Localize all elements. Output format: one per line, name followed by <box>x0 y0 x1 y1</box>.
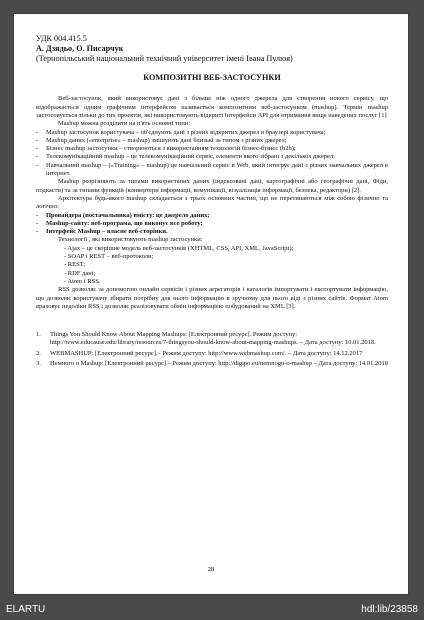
list-item-text: Mashup застосунок користувача – об'єднують дані з різних відкритих джерел в браузері користувача; <box>46 128 326 136</box>
list-item <box>36 129 388 137</box>
bullet-dash: - <box>36 219 39 227</box>
reference-item <box>36 331 388 348</box>
bullet-dash: - <box>36 211 39 219</box>
list-item: - Ajax – це скорішне модель веб-застосунків (XHTML, CSS, API, XML, JavaScript); <box>64 244 294 252</box>
list-item <box>36 162 388 179</box>
list-item <box>36 145 388 153</box>
bullet-dash: - <box>36 228 39 236</box>
technologies-intro: Технології , які використовують mashup застосунки: <box>58 236 203 244</box>
data-types-paragraph: Mashup розрізняють за типами використаних даних (індексовані дані, картографічні або географічні дані, Фіди, подкасти) та за типами функцій (конвертери інформації, комунікації, візуалізація інформації, безпека, редактори) [2]. <box>36 178 388 194</box>
list-item: - Atom і RSS. <box>64 277 101 285</box>
list-item-text: Інтерфейс Mashup – власне веб-сторінки. <box>46 228 168 236</box>
architecture-paragraph: Архітектура будь-якого mashup складається з трьох основних частин, що не перетинаються між собою фізично та логічно: <box>36 194 388 211</box>
references-list <box>36 331 388 368</box>
reference-number: 2. <box>36 349 41 357</box>
bullet-dash: - <box>36 136 39 144</box>
list-item: - SOAP і REST – веб-протоколи; <box>64 253 154 261</box>
page-number: 28 <box>207 566 215 573</box>
affiliation: (Тернопільський національний технічний університет імені Івана Пулюя) <box>36 53 293 63</box>
list-item <box>36 212 388 220</box>
list-item <box>36 153 388 161</box>
list-item <box>36 137 388 145</box>
intro-paragraph: Веб-застосунок, який використовує дані з більше ніж одного джерела для створення нового сервісу, що відображається одним графічним інтерфейсом називається композитним веб-застосунком (mashup). Термін mashup застосовується тільки до тих проектів, які використовують відкриті інтерфейси API для отримання вище наведених послуг [1] <box>36 95 388 119</box>
list-item-text: Mashup даних («enterprise» – mashup) змішують дані близькі за типом з різних джерел; <box>46 136 287 144</box>
reference-item <box>36 350 388 358</box>
types-intro: Mashup можна розділити на п'ять основні типи: <box>58 120 191 128</box>
reference-text: WEBMASHUP: [Електронний ресурс].– Режим доступу: http://www.webmashup.com/. – Дата доступу: 14.12.2017 <box>50 349 363 357</box>
technologies-list <box>36 245 388 286</box>
list-item <box>36 228 388 236</box>
list-item-text: Бізнес mashup застосунки – створюються з використанням технологій бізнес-бізнес (b2b); <box>46 145 296 153</box>
reference-number: 1. <box>36 331 41 339</box>
list-item: - REST; <box>64 261 86 269</box>
reference-text: Немного о Mashup: [Електронний ресурс].– Режим доступу: http://digipo.eu/nemnogo-o-mashup – Дата доступу: 14.01.2018 <box>50 360 389 367</box>
handle-id: hdl:lib/23858 <box>361 604 418 615</box>
bullet-dash: - <box>36 128 39 136</box>
list-item-text: Навчальний mashup – («Training» – mashup) це навчальний сервіс в Web, який інтегрує дані з різних навчальних джерел в інтернет. <box>46 161 388 178</box>
list-item-text: Mashup-сайту: веб-програма, що виконує все роботу; <box>46 219 203 227</box>
mashup-types-list <box>36 129 388 179</box>
bullet-dash: - <box>36 145 39 153</box>
bullet-dash: - <box>36 153 39 161</box>
reference-number: 3. <box>36 360 41 367</box>
repository-name: ELARTU <box>6 604 46 615</box>
bullet-dash: - <box>36 161 39 169</box>
reference-text: Things You Should Know About Mapping Mashups: [Електронний ресурс]. Режим доступу: http://www.educause.edu/library/resources/7-thingsyou-should-know-about-mapping-mashups. – Дата доступу: 10.01.2018. <box>50 331 376 347</box>
document-page <box>14 14 408 594</box>
list-item <box>36 220 388 228</box>
list-item-text: Провайдера (постачальника) вмісту: це джерело даних; <box>46 211 210 219</box>
udk-code: УДК 004.415.5 <box>36 34 87 43</box>
page-content <box>36 34 388 370</box>
authors: А. Дзядьо, О. Писарчук <box>36 43 124 53</box>
list-item-text: Телекомунікаційний mashup – це телекомунікаційний сервіс, елементи якого зібрані з декількох джерел; <box>46 153 335 161</box>
list-item: - RDF дані; <box>64 269 96 277</box>
footer-bar <box>0 600 424 620</box>
reference-item <box>36 360 388 368</box>
rss-paragraph: RSS дозволяє за допомогою онлайн сервісів і різних агрегаторів і каталогів імпортувати і експортувати інформацію, що дозволяє користувачу збирати потрібну для нього інформацію в зручному для нього віді з різних сайтів. Формат Atom враховує недоліки RSS і дозволяє реалізовувати обмін інформацією побудований на XML [3]. <box>36 286 388 310</box>
architecture-list <box>36 212 388 237</box>
article-title: КОМПОЗИТНІ ВЕБ-ЗАСТОСУНКИ <box>143 73 281 83</box>
